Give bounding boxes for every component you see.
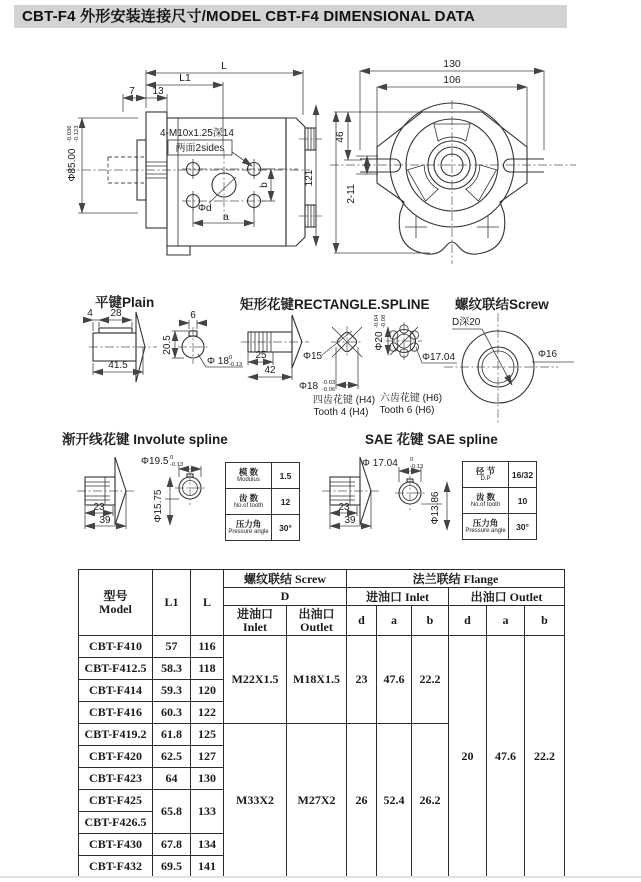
bolt-thread-note: 4-M10x1.25深14 [160, 128, 234, 139]
dim-23: 23 [93, 502, 105, 513]
cell-l1: 69.5 [153, 856, 191, 878]
dim-phi16: Φ16 [538, 349, 558, 360]
cell-l: 130 [191, 768, 224, 790]
param-label-en: Pressure angle [228, 528, 269, 535]
dim-L1: L1 [179, 72, 191, 84]
dim-106: 106 [443, 74, 461, 86]
cell-screw-inlet: M33X2 [224, 724, 287, 878]
cell-l: 120 [191, 680, 224, 702]
rect-spline-title: 矩形花键RECTANGLE.SPLINE [240, 297, 430, 312]
cell-l: 133 [191, 790, 224, 834]
header-col-a: a [487, 606, 525, 636]
dim-121: 121 [304, 169, 315, 187]
header-col-b: b [412, 606, 449, 636]
cell-inlet-b: 26.2 [412, 724, 449, 878]
header-col-d: d [347, 606, 377, 636]
param-label-cn: 压力角 [472, 517, 499, 528]
cell-model: CBT-F425 [79, 790, 153, 812]
cell-model: CBT-F410 [79, 636, 153, 658]
cell-screw-outlet: M18X1.5 [287, 636, 347, 724]
dim-phi18: Φ 18 [207, 356, 229, 367]
dim-4: 4 [87, 308, 93, 319]
tooth6-caption-cn: 六齿花键 (H6) [379, 393, 443, 404]
dim-7: 7 [129, 86, 135, 97]
header-col-d: d [449, 606, 487, 636]
depth-note: D深20 [452, 317, 481, 328]
cell-outlet-a: 47.6 [487, 636, 525, 878]
cell-l: 116 [191, 636, 224, 658]
cell-outlet-d: 20 [449, 636, 487, 878]
header-l: L [191, 570, 224, 636]
header-d-group: D [224, 588, 347, 606]
dim-phi85: Φ85.00 [67, 148, 78, 182]
table-row [79, 636, 565, 658]
screw-title: 螺纹联结Screw [455, 297, 549, 312]
cell-l: 122 [191, 702, 224, 724]
dim-6: 6 [190, 310, 196, 321]
dim-phi20: Φ20 [374, 331, 385, 351]
param-label-cn: 模 数 [238, 466, 259, 477]
cell-l: 141 [191, 856, 224, 878]
dim-b: b [259, 182, 270, 188]
header-screw-inlet: 进油口 Inlet [224, 606, 287, 636]
cell-model: CBT-F426.5 [79, 812, 153, 834]
phi85-tol-upper: -0.036 [67, 125, 73, 142]
dim-28: 28 [110, 308, 122, 319]
param-value: 30° [509, 514, 537, 540]
phi19-5-tol-lower: -0.13 [170, 462, 184, 468]
cell-model: CBT-F423 [79, 768, 153, 790]
dim-phi18-spline: Φ18 [299, 381, 319, 392]
cell-model: CBT-F432 [79, 856, 153, 878]
param-label-cn: 齿 数 [475, 491, 496, 502]
phi18-tol-lower: -0.13 [229, 362, 243, 368]
dim-phi17-04: Φ17.04 [422, 352, 456, 363]
tooth4-caption-en: Tooth 4 (H4) [313, 407, 369, 418]
cell-model: CBT-F412.5 [79, 658, 153, 680]
dim-phi19-5: Φ19.5 [141, 456, 169, 467]
param-label-en: Modulus [237, 476, 260, 483]
phi18-spline-tol-upper: -0.03 [322, 380, 336, 386]
dim-46: 46 [335, 131, 346, 143]
cell-l1: 58.3 [153, 658, 191, 680]
param-value: 30° [272, 515, 300, 541]
cell-model: CBT-F414 [79, 680, 153, 702]
param-label-en: No.of tooth [470, 501, 501, 508]
phi17-04-tol-upper: 0 [410, 457, 414, 463]
cell-inlet-a: 47.6 [377, 636, 412, 724]
dim-L: L [221, 60, 227, 72]
cell-l1: 64 [153, 768, 191, 790]
screw-connection-drawing [428, 293, 633, 433]
cell-model: CBT-F419.2 [79, 724, 153, 746]
param-label-cn: 压力角 [235, 518, 262, 529]
dim-23: 23 [338, 502, 350, 513]
cell-l: 125 [191, 724, 224, 746]
phi18-spline-tol-lower: -0.06 [322, 387, 336, 393]
dim-phi15-75: Φ15.75 [153, 489, 164, 523]
phi18-tol-upper: 0 [229, 355, 233, 361]
param-label-en: Pressure angle [465, 527, 506, 534]
dimension-spec-table [78, 569, 565, 878]
dim-2-11: 2-11 [346, 184, 357, 204]
cell-inlet-d: 23 [347, 636, 377, 724]
page-title: CBT-F4 外形安装连接尺寸/MODEL CBT-F4 DIMENSIONAL DATA [14, 5, 567, 28]
cell-l: 134 [191, 834, 224, 856]
cell-outlet-b: 22.2 [525, 636, 565, 878]
tooth4-caption-cn: 四齿花键 (H4) [312, 395, 376, 406]
header-flange-outlet: 出油口 Outlet [449, 588, 565, 606]
cell-inlet-a: 52.4 [377, 724, 412, 878]
cell-l: 127 [191, 746, 224, 768]
param-label-en: D.P [480, 475, 491, 482]
cell-l1: 60.3 [153, 702, 191, 724]
cell-model: CBT-F420 [79, 746, 153, 768]
header-col-a: a [377, 606, 412, 636]
cell-l1: 65.8 [153, 790, 191, 834]
param-value: 16/32 [509, 462, 537, 488]
cell-l1: 61.8 [153, 724, 191, 746]
plain-key-drawing [85, 302, 257, 402]
dim-42: 42 [264, 365, 276, 376]
dim-20-5: 20.5 [162, 335, 173, 355]
sae-param-table [462, 461, 537, 540]
dim-13: 13 [152, 86, 164, 97]
cell-screw-outlet: M27X2 [287, 724, 347, 878]
involute-param-table [225, 462, 300, 541]
header-screw-group: 螺纹联结 Screw [224, 570, 347, 588]
dim-39: 39 [99, 515, 111, 526]
param-value: 1.5 [272, 463, 300, 489]
cell-inlet-b: 22.2 [412, 636, 449, 724]
dim-41-5: 41.5 [108, 360, 128, 371]
dim-25: 25 [255, 350, 267, 361]
phi85-tol-lower: -0.123 [74, 125, 80, 142]
phi20-tol-upper: -0.04 [374, 314, 380, 328]
cell-model: CBT-F430 [79, 834, 153, 856]
pump-side-view-drawing [58, 50, 334, 268]
cell-l1: 67.8 [153, 834, 191, 856]
param-label-cn: 齿 数 [238, 492, 259, 503]
param-value: 12 [272, 489, 300, 515]
involute-title: 渐开线花键 Involute spline [62, 432, 228, 447]
header-col-b: b [525, 606, 565, 636]
dim-phi15: Φ15 [303, 351, 323, 362]
dim-39: 39 [344, 515, 356, 526]
header-model: 型号 Model [79, 570, 153, 636]
param-value: 10 [509, 488, 537, 514]
cell-model: CBT-F416 [79, 702, 153, 724]
dim-130: 130 [443, 58, 461, 70]
dim-a: a [223, 212, 229, 223]
phi20-tol-lower: -0.08 [381, 314, 387, 328]
header-flange-group: 法兰联结 Flange [347, 570, 565, 588]
cell-l1: 57 [153, 636, 191, 658]
header-flange-inlet: 进油口 Inlet [347, 588, 449, 606]
two-sides-note: 两面2sides [175, 143, 225, 154]
param-label-cn: 径 节 [475, 465, 496, 476]
cell-inlet-d: 26 [347, 724, 377, 878]
header-screw-outlet: 出油口 Outlet [287, 606, 347, 636]
param-label-en: No.of tooth [233, 502, 264, 509]
phi17-04-tol-lower: -0.13 [410, 464, 424, 470]
tooth6-caption-en: Tooth 6 (H6) [379, 405, 435, 416]
cell-l1: 59.3 [153, 680, 191, 702]
page-bottom-edge [0, 876, 641, 878]
cell-l: 118 [191, 658, 224, 680]
cell-screw-inlet: M22X1.5 [224, 636, 287, 724]
dim-phi13-86: Φ13.86 [430, 491, 441, 525]
pump-front-view-drawing [330, 50, 586, 268]
plain-key-title: 平键Plain [95, 295, 155, 310]
dim-phi-d: Φd [198, 203, 212, 214]
phi19-5-tol-upper: 0 [170, 455, 174, 461]
sae-title: SAE 花键 SAE spline [365, 432, 498, 447]
cell-l1: 62.5 [153, 746, 191, 768]
dim-phi17-04: Φ 17.04 [362, 458, 398, 469]
header-l1: L1 [153, 570, 191, 636]
